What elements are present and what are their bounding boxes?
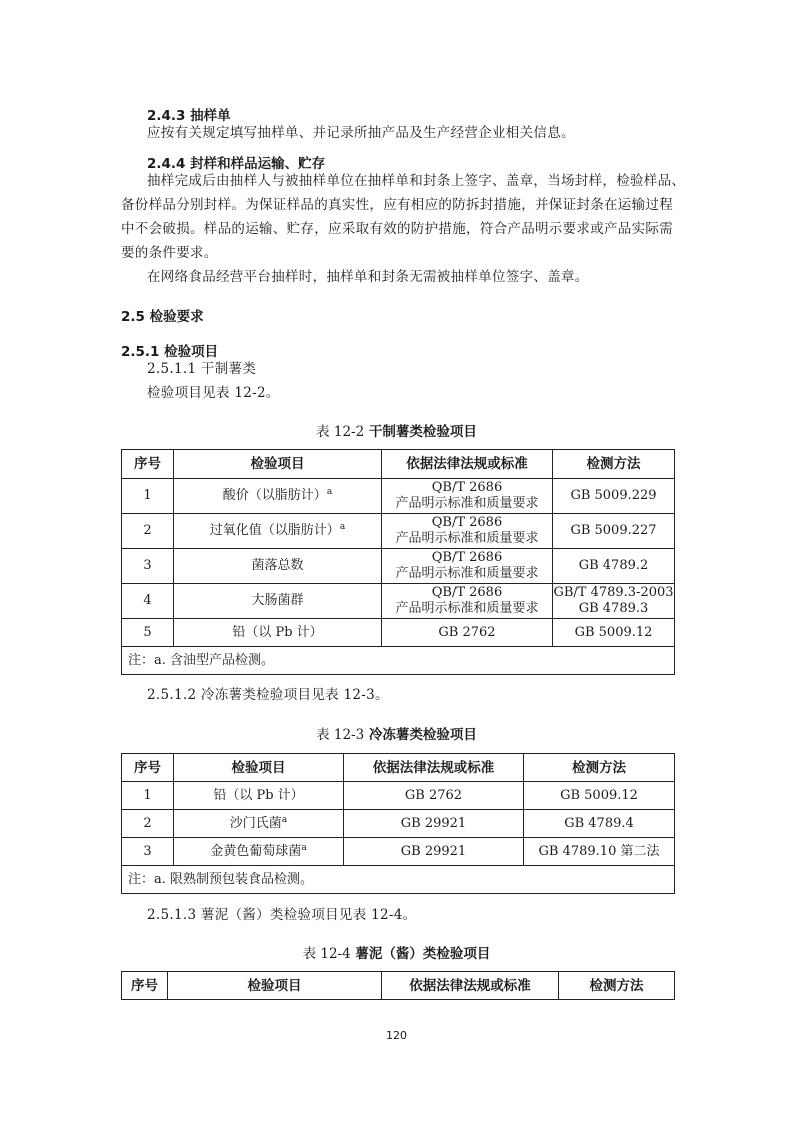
section-2-5-1-3-text: 2.5.1.3 薯泥（酱）类检验项目见表 12-4。 [147,907,417,923]
table-caption-title: 薯泥（酱）类检验项目 [355,946,491,962]
cell-index: 2 [122,810,174,838]
cell-item: 铅（以 Pb 计） [174,782,344,810]
table-caption-number: 表 12-2 [316,424,365,440]
cell-method: GB 4789.4 [524,810,675,838]
table-12-3-caption [0,723,793,743]
table-12-3 [121,753,675,894]
table-12-4 [121,971,675,1000]
header-standard: 依据法律法规或标准 [382,972,559,1000]
cell-item: 铅（以 Pb 计） [174,619,382,647]
cell-index: 3 [122,549,174,584]
cell-method: GB/T 4789.3-2003 GB 4789.3 [553,584,675,619]
cell-method: GB 4789.2 [553,549,675,584]
header-index: 序号 [122,450,174,479]
cell-index: 5 [122,619,174,647]
cell-method: GB 5009.227 [553,514,675,549]
cell-item: 菌落总数 [174,549,382,584]
cell-index: 2 [122,514,174,549]
section-2-5-1-2-text: 2.5.1.2 冷冻薯类检验项目见表 12-3。 [147,687,389,703]
header-item: 检验项目 [174,450,382,479]
table-row [122,838,675,866]
cell-index: 1 [122,479,174,514]
cell-method: GB 5009.12 [553,619,675,647]
page-number: 120 [386,1029,407,1042]
table-header-row [122,754,675,782]
header-item: 检验项目 [174,754,344,782]
table-caption-title: 冷冻薯类检验项目 [368,727,477,743]
header-index: 序号 [122,754,174,782]
table-caption-title: 干制薯类检验项目 [368,424,477,440]
section-2-4-4-heading: 2.4.4 封样和样品运输、贮存 [147,156,326,172]
table-note-row [122,866,675,894]
cell-index: 4 [122,584,174,619]
footnote-marker: a [326,487,333,497]
footnote-marker: a [301,842,307,853]
cell-item: 过氧化值（以脂肪计）$^a$ [174,514,382,549]
table-note: 注：a. 限熟制预包装食品检测。 [122,866,675,894]
section-2-4-4-paragraph-2: 在网络食品经营平台抽样时，抽样单和封条无需被抽样单位签字、盖章。 [147,269,589,285]
section-2-5-1-heading: 2.5.1 检验项目 [121,344,219,360]
section-2-4-4-line-2: 备份样品分别封样。为保证样品的真实性，应有相应的防拆封措施，并保证封条在运输过程 [121,197,673,213]
table-row [122,549,675,584]
table-row [122,782,675,810]
table-header-row [122,972,675,1000]
cell-standard: QB/T 2686 产品明示标准和质量要求 [382,549,553,584]
section-2-5-heading: 2.5 检验要求 [121,309,204,325]
table-note-row [122,647,675,675]
table-12-2-caption [0,420,793,440]
table-row [122,479,675,514]
table-row [122,619,675,647]
cell-item: 大肠菌群 [174,584,382,619]
cell-item: 金黄色葡萄球菌$^a$ [174,838,344,866]
cell-standard: GB 29921 [344,810,524,838]
table-caption-number: 表 12-3 [316,727,365,743]
table-note: 注：a. 含油型产品检测。 [122,647,675,675]
table-header-row [122,450,675,479]
cell-standard: GB 2762 [382,619,553,647]
header-standard: 依据法律法规或标准 [344,754,524,782]
cell-standard: GB 2762 [344,782,524,810]
header-method: 检测方法 [553,450,675,479]
cell-standard: QB/T 2686 产品明示标准和质量要求 [382,514,553,549]
cell-standard: QB/T 2686 产品明示标准和质量要求 [382,584,553,619]
cell-item: 沙门氏菌$^a$ [174,810,344,838]
cell-standard: GB 29921 [344,838,524,866]
header-method: 检测方法 [524,754,675,782]
header-item: 检验项目 [168,972,382,1000]
table-12-2 [121,449,675,675]
section-2-5-1-1-heading: 2.5.1.1 干制薯类 [147,361,257,377]
cell-item: 酸价（以脂肪计）$^a$ [174,479,382,514]
table-row [122,810,675,838]
header-method: 检测方法 [559,972,675,1000]
footnote-marker: a [339,522,346,532]
cell-method: GB 5009.12 [524,782,675,810]
cell-method: GB 5009.229 [553,479,675,514]
section-2-4-3-heading: 2.4.3 抽样单 [147,108,231,124]
cell-index: 3 [122,838,174,866]
section-2-4-3-paragraph: 应按有关规定填写抽样单、并记录所抽产品及生产经营企业相关信息。 [147,125,575,141]
section-2-5-1-1-text: 检验项目见表 12-2。 [147,385,280,401]
table-row [122,584,675,619]
cell-index: 1 [122,782,174,810]
header-standard: 依据法律法规或标准 [382,450,553,479]
table-caption-number: 表 12-4 [302,946,351,962]
header-index: 序号 [122,972,168,1000]
section-2-4-4-line-1: 抽样完成后由抽样人与被抽样单位在抽样单和封条上签字、盖章，当场封样，检验样品、 [147,173,686,189]
table-12-4-caption [0,942,793,962]
section-2-4-4-line-4: 要的条件要求。 [121,245,218,261]
cell-method: GB 4789.10 第二法 [524,838,675,866]
cell-standard: QB/T 2686 产品明示标准和质量要求 [382,479,553,514]
section-2-4-4-line-3: 中不会破损。样品的运输、贮存，应采取有效的防护措施，符合产品明示要求或产品实际需 [121,221,673,237]
footnote-marker: a [281,814,288,825]
table-row [122,514,675,549]
